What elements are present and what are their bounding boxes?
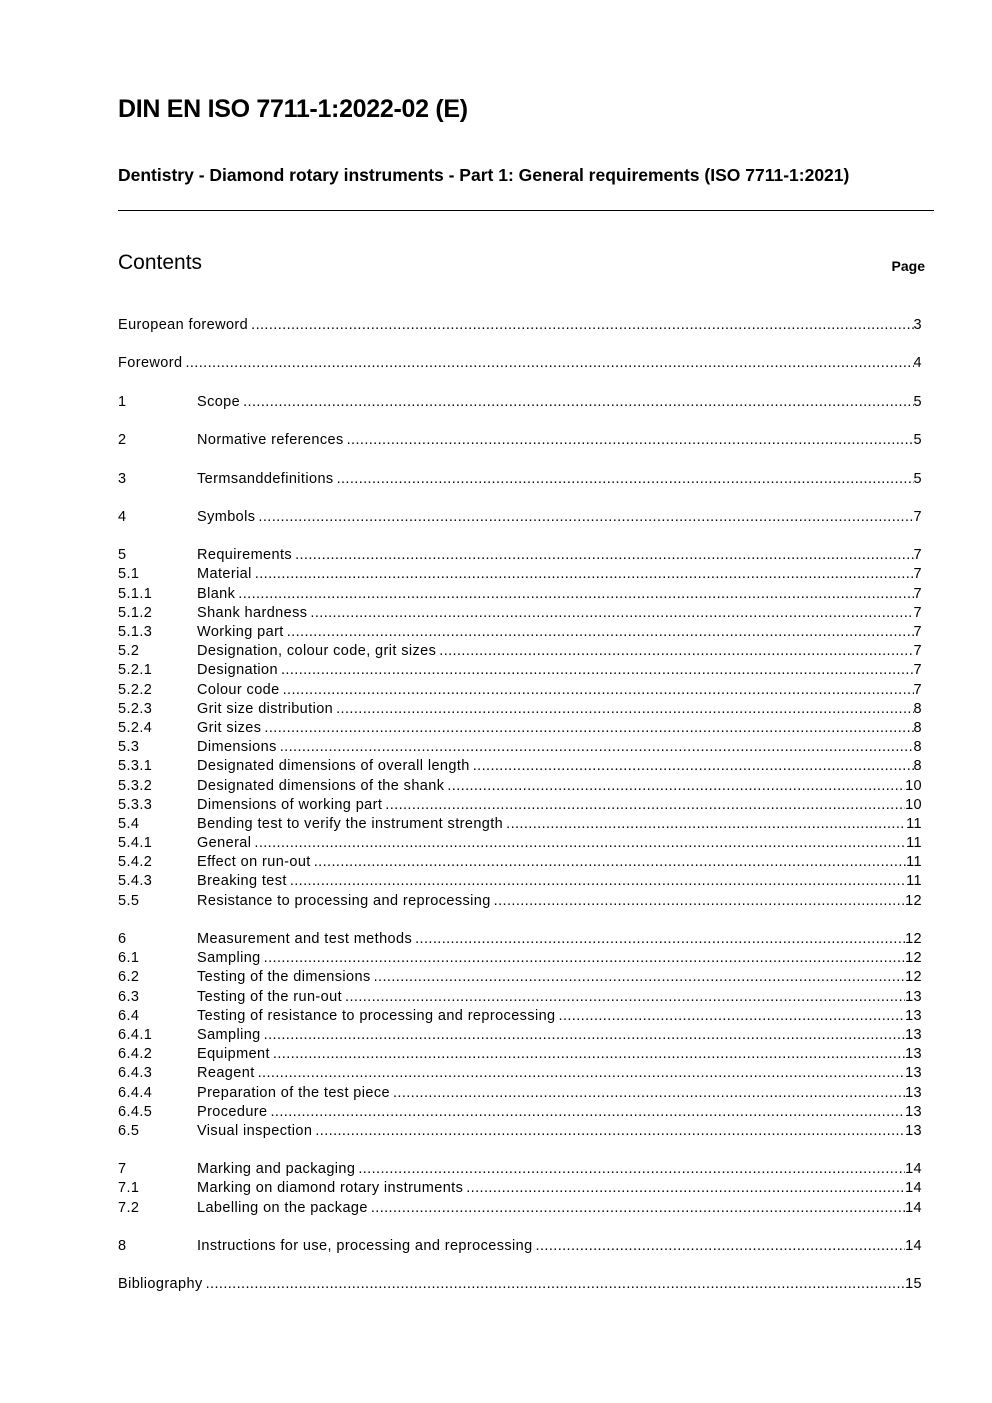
toc-entry-page: 10 [905, 796, 922, 813]
toc-entry-title: Colour code [197, 681, 280, 698]
toc-entry-title: Dimensions [197, 739, 277, 756]
toc-dot-leader [506, 815, 906, 834]
toc-entry[interactable] [118, 393, 922, 412]
toc-entry-page: 7 [913, 604, 922, 621]
toc-entry-number: 5.3 [118, 739, 140, 756]
toc-entry-page: 7 [913, 566, 922, 583]
toc-entry-page: 13 [905, 1007, 922, 1024]
toc-dot-leader [264, 949, 905, 968]
toc-entry-page: 7 [913, 547, 922, 564]
toc-entry[interactable] [118, 508, 922, 527]
toc-entry-title: Normative references [197, 432, 344, 449]
toc-entry-number: 6.3 [118, 988, 140, 1005]
toc-entry[interactable] [118, 777, 922, 796]
toc-entry[interactable] [118, 719, 922, 738]
toc-entry-page: 14 [905, 1238, 922, 1254]
contents-heading: Contents [118, 251, 203, 274]
toc-entry[interactable] [118, 431, 922, 450]
toc-entry-number: 3 [118, 470, 127, 487]
toc-dot-leader [494, 892, 905, 911]
toc-entry-number: 5.2 [118, 643, 140, 660]
toc-dot-leader [466, 1179, 905, 1198]
toc-entry-page: 13 [905, 1103, 922, 1120]
toc-entry-number: 5.3.1 [118, 758, 153, 775]
toc-entry[interactable] [118, 930, 922, 949]
toc-entry-number: 5.4.1 [118, 835, 153, 852]
toc-entry[interactable] [118, 1275, 922, 1294]
toc-dot-leader [415, 930, 905, 949]
toc-entry-page: 14 [905, 1161, 922, 1178]
toc-entry[interactable] [118, 546, 922, 565]
toc-entry-page: 13 [905, 1122, 922, 1139]
toc-entry[interactable] [118, 681, 922, 700]
toc-entry-number: 5.2.3 [118, 700, 153, 717]
toc-entry-page: 13 [905, 988, 922, 1005]
toc-entry[interactable] [118, 316, 922, 335]
toc-entry-page: 13 [905, 1046, 922, 1063]
toc-dot-leader [447, 777, 905, 796]
toc-dot-leader [281, 661, 914, 680]
toc-dot-leader [264, 719, 913, 738]
toc-entry-page: 8 [913, 758, 922, 775]
toc-dot-leader [295, 546, 913, 565]
toc-entry-page: 5 [913, 393, 922, 410]
toc-dot-leader [337, 470, 914, 489]
toc-entry-page: 11 [906, 815, 922, 832]
toc-entry-title: Visual inspection [197, 1122, 313, 1139]
toc-entry-title: Foreword [118, 355, 183, 372]
toc-dot-leader [536, 1237, 906, 1256]
toc-entry-title: General [197, 835, 252, 852]
toc-entry[interactable] [118, 700, 922, 719]
toc-entry-title: Sampling [197, 1026, 261, 1043]
toc-entry-page: 13 [905, 1026, 922, 1043]
toc-dot-leader [254, 834, 906, 853]
toc-dot-leader [206, 1275, 905, 1294]
toc-dot-leader [310, 604, 913, 623]
toc-entry-number: 6.5 [118, 1122, 140, 1139]
toc-dot-leader [336, 700, 913, 719]
toc-entry[interactable] [118, 1064, 922, 1083]
toc-entry[interactable] [118, 604, 922, 623]
toc-entry-title: Grit sizes [197, 719, 262, 736]
toc-entry-number: 6.4.5 [118, 1103, 153, 1120]
toc-entry-page: 12 [905, 969, 922, 986]
toc-entry-page: 10 [905, 777, 922, 794]
toc-entry-title: Preparation of the test piece [197, 1084, 390, 1101]
toc-entry-number: 5.2.2 [118, 681, 153, 698]
toc-entry-page: 4 [913, 355, 922, 372]
toc-dot-leader [238, 585, 913, 604]
toc-entry[interactable] [118, 661, 922, 680]
toc-entry-title: Marking and packaging [197, 1161, 356, 1178]
toc-entry-number: 6.1 [118, 950, 140, 967]
toc-entry[interactable] [118, 1179, 922, 1198]
toc-entry[interactable] [118, 1103, 922, 1122]
toc-entry[interactable] [118, 623, 922, 642]
toc-entry-title: Sampling [197, 950, 261, 967]
toc-entry[interactable] [118, 470, 922, 489]
toc-dot-leader [271, 1103, 906, 1122]
toc-dot-leader [258, 508, 913, 527]
toc-entry[interactable] [118, 585, 922, 604]
toc-entry-title: Requirements [197, 547, 293, 564]
toc-dot-leader [264, 1026, 905, 1045]
toc-entry-number: 5.3.2 [118, 777, 153, 794]
toc-entry-number: 2 [118, 432, 127, 449]
toc-entry-title: Labelling on the package [197, 1199, 368, 1216]
toc-entry-number: 5.4.3 [118, 873, 153, 890]
toc-entry-title: Effect on run-out [197, 854, 311, 871]
toc-entry-title: Resistance to processing and reprocessing [197, 892, 491, 909]
toc-entry[interactable] [118, 1026, 922, 1045]
toc-entry-page: 7 [913, 624, 922, 640]
toc-entry-title: European foreword [118, 317, 249, 333]
toc-entry-number: 5.1 [118, 566, 140, 583]
toc-entry-title: Bending test to verify the instrument strength [197, 815, 504, 832]
toc-dot-leader [374, 968, 905, 987]
title-rule [118, 210, 934, 211]
toc-dot-leader [273, 1045, 905, 1064]
toc-entry-page: 8 [913, 700, 922, 717]
toc-entry-page: 7 [913, 643, 922, 660]
toc-entry[interactable] [118, 815, 922, 834]
toc-entry-title: Dimensions of working part [197, 796, 383, 813]
toc-entry-title: Material [197, 566, 252, 583]
toc-entry-title: Designated dimensions of the shank [197, 777, 445, 794]
toc-dot-leader [314, 853, 906, 872]
toc-entry-number: 6.4.3 [118, 1065, 153, 1082]
toc-entry[interactable] [118, 642, 922, 661]
toc-entry-title: Instructions for use, processing and reprocessing [197, 1238, 533, 1254]
toc-entry-page: 8 [913, 719, 922, 736]
toc-entry-title: Blank [197, 585, 236, 602]
toc-entry[interactable] [118, 1045, 922, 1064]
toc-entry-number: 5.4.2 [118, 854, 153, 871]
toc-entry[interactable] [118, 757, 922, 776]
toc-entry[interactable] [118, 968, 922, 987]
toc-entry[interactable] [118, 892, 922, 911]
toc-entry-page: 11 [906, 873, 922, 890]
toc-entry[interactable] [118, 1122, 922, 1141]
toc-entry-page: 15 [905, 1276, 922, 1293]
toc-entry-page: 7 [913, 585, 922, 602]
toc-entry-page: 11 [906, 835, 922, 852]
toc-entry-number: 5.2.1 [118, 662, 153, 679]
toc-dot-leader [287, 623, 914, 642]
toc-entry-title: Equipment [197, 1046, 270, 1063]
toc-entry[interactable] [118, 834, 922, 853]
toc-entry-page: 8 [913, 739, 922, 756]
toc-entry-page: 3 [913, 317, 922, 333]
toc-entry-page: 13 [905, 1065, 922, 1082]
toc-entry[interactable] [118, 1084, 922, 1103]
toc-entry-page: 14 [905, 1199, 922, 1216]
toc-entry[interactable] [118, 872, 922, 891]
toc-entry[interactable] [118, 1199, 922, 1218]
toc-dot-leader [255, 565, 914, 584]
document-subtitle: Dentistry - Diamond rotary instruments - Part 1: General requirements (ISO 7711-1:2021) [118, 165, 850, 185]
toc-entry-number: 5.1.2 [118, 604, 153, 621]
toc-entry-number: 7.1 [118, 1180, 140, 1197]
toc-entry-page: 13 [905, 1084, 922, 1101]
toc-entry-number: 6.2 [118, 969, 140, 986]
toc-entry-page: 7 [913, 508, 922, 525]
toc-entry-number: 4 [118, 508, 127, 525]
toc-entry-title: Symbols [197, 508, 256, 525]
toc-entry-number: 6.4.2 [118, 1046, 153, 1063]
toc-entry-title: Reagent [197, 1065, 255, 1082]
toc-dot-leader [385, 796, 905, 815]
toc-dot-leader [393, 1084, 905, 1103]
toc-entry-number: 6.4.4 [118, 1084, 153, 1101]
toc-dot-leader [290, 872, 906, 891]
toc-entry-number: 6.4 [118, 1007, 140, 1024]
toc-entry-number: 5.1.3 [118, 624, 153, 640]
table-of-contents [118, 316, 922, 1295]
toc-entry-page: 14 [905, 1180, 922, 1197]
toc-entry-number: 6 [118, 931, 127, 947]
toc-entry-title: Measurement and test methods [197, 931, 413, 947]
toc-entry-page: 12 [905, 950, 922, 967]
toc-entry-title: Procedure [197, 1103, 268, 1120]
toc-entry-number: 8 [118, 1238, 127, 1254]
toc-dot-leader [251, 316, 913, 335]
toc-dot-leader [358, 1160, 905, 1179]
toc-entry[interactable] [118, 853, 922, 872]
toc-dot-leader [345, 988, 905, 1007]
toc-entry-page: 12 [905, 892, 922, 909]
toc-entry-title: Testing of the dimensions [197, 969, 371, 986]
toc-entry-number: 5.3.3 [118, 796, 153, 813]
toc-entry-page: 7 [913, 662, 922, 679]
toc-dot-leader [258, 1064, 905, 1083]
toc-entry[interactable] [118, 565, 922, 584]
toc-entry-number: 5.2.4 [118, 719, 153, 736]
toc-dot-leader [185, 354, 913, 373]
toc-dot-leader [559, 1007, 906, 1026]
toc-entry-title: Marking on diamond rotary instruments [197, 1180, 464, 1197]
toc-entry[interactable] [118, 354, 922, 373]
toc-entry-number: 5.4 [118, 815, 140, 832]
page-column-heading: Page [891, 258, 925, 274]
toc-entry-title: Designation, colour code, grit sizes [197, 643, 437, 660]
toc-entry-title: Scope [197, 393, 241, 410]
toc-entry[interactable] [118, 949, 922, 968]
toc-entry[interactable] [118, 1237, 922, 1256]
toc-dot-leader [473, 757, 914, 776]
toc-entry-number: 6.4.1 [118, 1026, 153, 1043]
toc-entry-title: Breaking test [197, 873, 287, 890]
toc-entry[interactable] [118, 1160, 922, 1179]
toc-entry-page: 11 [906, 854, 922, 871]
toc-dot-leader [371, 1199, 905, 1218]
toc-entry[interactable] [118, 1007, 922, 1026]
toc-entry-title: Testing of resistance to processing and reprocessing [197, 1007, 556, 1024]
toc-entry-title: Designated dimensions of overall length [197, 758, 470, 775]
toc-entry-title: Working part [197, 624, 284, 640]
toc-entry-page: 12 [905, 931, 922, 947]
toc-entry-page: 5 [913, 432, 922, 449]
toc-entry-number: 5.1.1 [118, 585, 153, 602]
toc-entry[interactable] [118, 988, 922, 1007]
toc-entry-number: 7 [118, 1161, 127, 1178]
toc-entry[interactable] [118, 738, 922, 757]
toc-entry[interactable] [118, 796, 922, 815]
toc-dot-leader [439, 642, 913, 661]
toc-entry-title: Designation [197, 662, 278, 679]
toc-dot-leader [283, 681, 914, 700]
toc-entry-title: Termsanddefinitions [197, 470, 334, 487]
toc-entry-page: 5 [913, 470, 922, 487]
toc-dot-leader [280, 738, 914, 757]
toc-dot-leader [315, 1122, 905, 1141]
toc-entry-number: 5 [118, 547, 127, 564]
toc-entry-number: 5.5 [118, 892, 140, 909]
document-title: DIN EN ISO 7711-1:2022-02 (E) [118, 95, 468, 123]
toc-entry-number: 7.2 [118, 1199, 140, 1216]
toc-dot-leader [347, 431, 914, 450]
toc-dot-leader [243, 393, 913, 412]
toc-entry-page: 7 [913, 681, 922, 698]
toc-entry-title: Shank hardness [197, 604, 308, 621]
toc-entry-title: Grit size distribution [197, 700, 334, 717]
toc-entry-title: Testing of the run-out [197, 988, 343, 1005]
toc-entry-title: Bibliography [118, 1276, 203, 1293]
toc-entry-number: 1 [118, 393, 127, 410]
